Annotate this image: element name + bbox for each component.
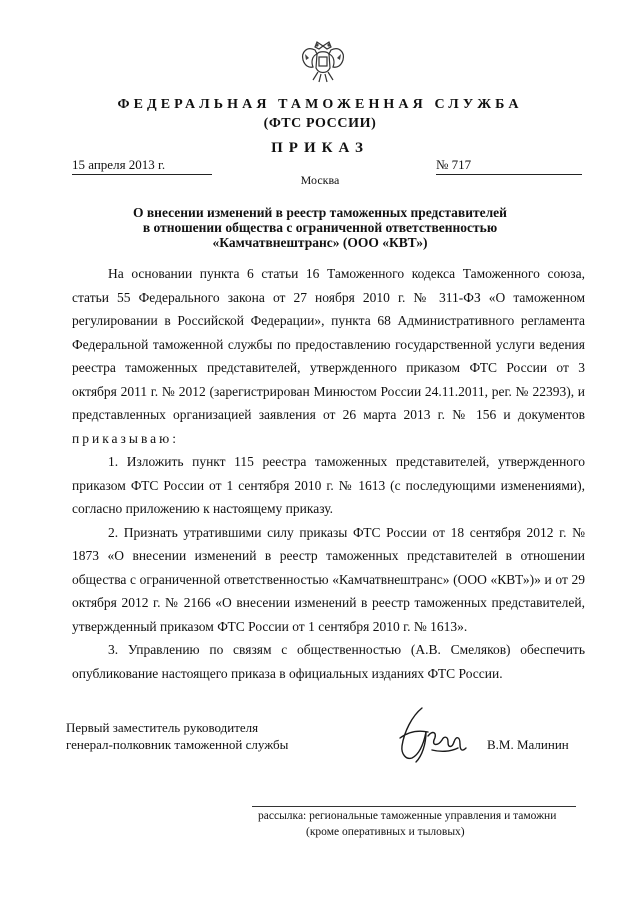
distribution-list <box>258 808 588 840</box>
position-line-2: генерал-полковник таможенной службы <box>66 737 289 752</box>
item-2-paragraph: 2. Признать утратившими силу приказы ФТС России от 18 сентября 2012 г. № 1873 «О внесении изменений в реестр таможенных представителей в отношении общества с ограниченной ответственностью «Камчатвнештранс» (ООО «КВТ»)» и от 29 октября 2012 г. № 2166 «О внесении изменений в реестр таможенных представителей, утвержденный приказом ФТС России от 1 сентября 2010 г. № 1613». <box>72 524 585 634</box>
agency-name: ФЕДЕРАЛЬНАЯ ТАМОЖЕННАЯ СЛУЖБА <box>117 97 523 112</box>
distribution-divider <box>252 806 576 807</box>
preamble-text: На основании пункта 6 статьи 16 Таможенного кодекса Таможенного союза, статьи 55 Федерального закона от 27 ноября 2010 г. № 311-ФЗ «О таможенном регулировании в Российской Федерации», пункта 68 Административного регламента Федеральной таможенной службы по предоставлению государственной услуги ведения реестра таможенных представителей, утвержденного приказом ФТС России от 3 октября 2011 г. № 2012 (зарегистрирован Минюстом России 24.11.2011, рег. № 22393), и представленных организацией заявления от 26 марта 2013 г. № 156 и документов <box>72 266 585 422</box>
distribution-line-1: рассылка: региональные таможенные управления и таможни <box>258 810 557 822</box>
order-title <box>96 205 544 250</box>
coat-of-arms-emblem <box>297 38 349 88</box>
position-line-1: Первый заместитель руководителя <box>66 720 259 735</box>
handwritten-signature <box>392 702 470 768</box>
issue-place: Москва <box>300 173 340 187</box>
signatory-position <box>66 719 288 753</box>
signatory-name: В.М. Малинин <box>487 737 569 752</box>
preamble-paragraph <box>72 262 585 450</box>
title-line-3: «Камчатвнештранс» (ООО «КВТ») <box>212 235 428 250</box>
agency-abbreviation: (ФТС РОССИИ) <box>263 116 377 131</box>
title-line-2: в отношении общества с ограниченной ответственностью <box>142 220 498 235</box>
distribution-line-2: (кроме оперативных и тыловых) <box>306 826 465 838</box>
item-1-paragraph: 1. Изложить пункт 115 реестра таможенных представителей, утвержденного приказом ФТС России от 1 сентября 2010 г. № 1613 (с последующими изменениями), согласно приложению к настоящему приказу. <box>72 454 585 516</box>
title-line-1: О внесении изменений в реестр таможенных представителей <box>133 205 507 220</box>
order-word: приказываю: <box>72 430 179 446</box>
item-3-paragraph: 3. Управлению по связям с общественностью (А.В. Смеляков) обеспечить опубликование настоящего приказа в официальных изданиях ФТС России. <box>72 642 585 681</box>
document-type: ПРИКАЗ <box>271 140 369 156</box>
order-date: 15 апреля 2013 г. <box>72 157 212 175</box>
order-number: № 717 <box>436 157 582 175</box>
order-body <box>72 262 585 685</box>
